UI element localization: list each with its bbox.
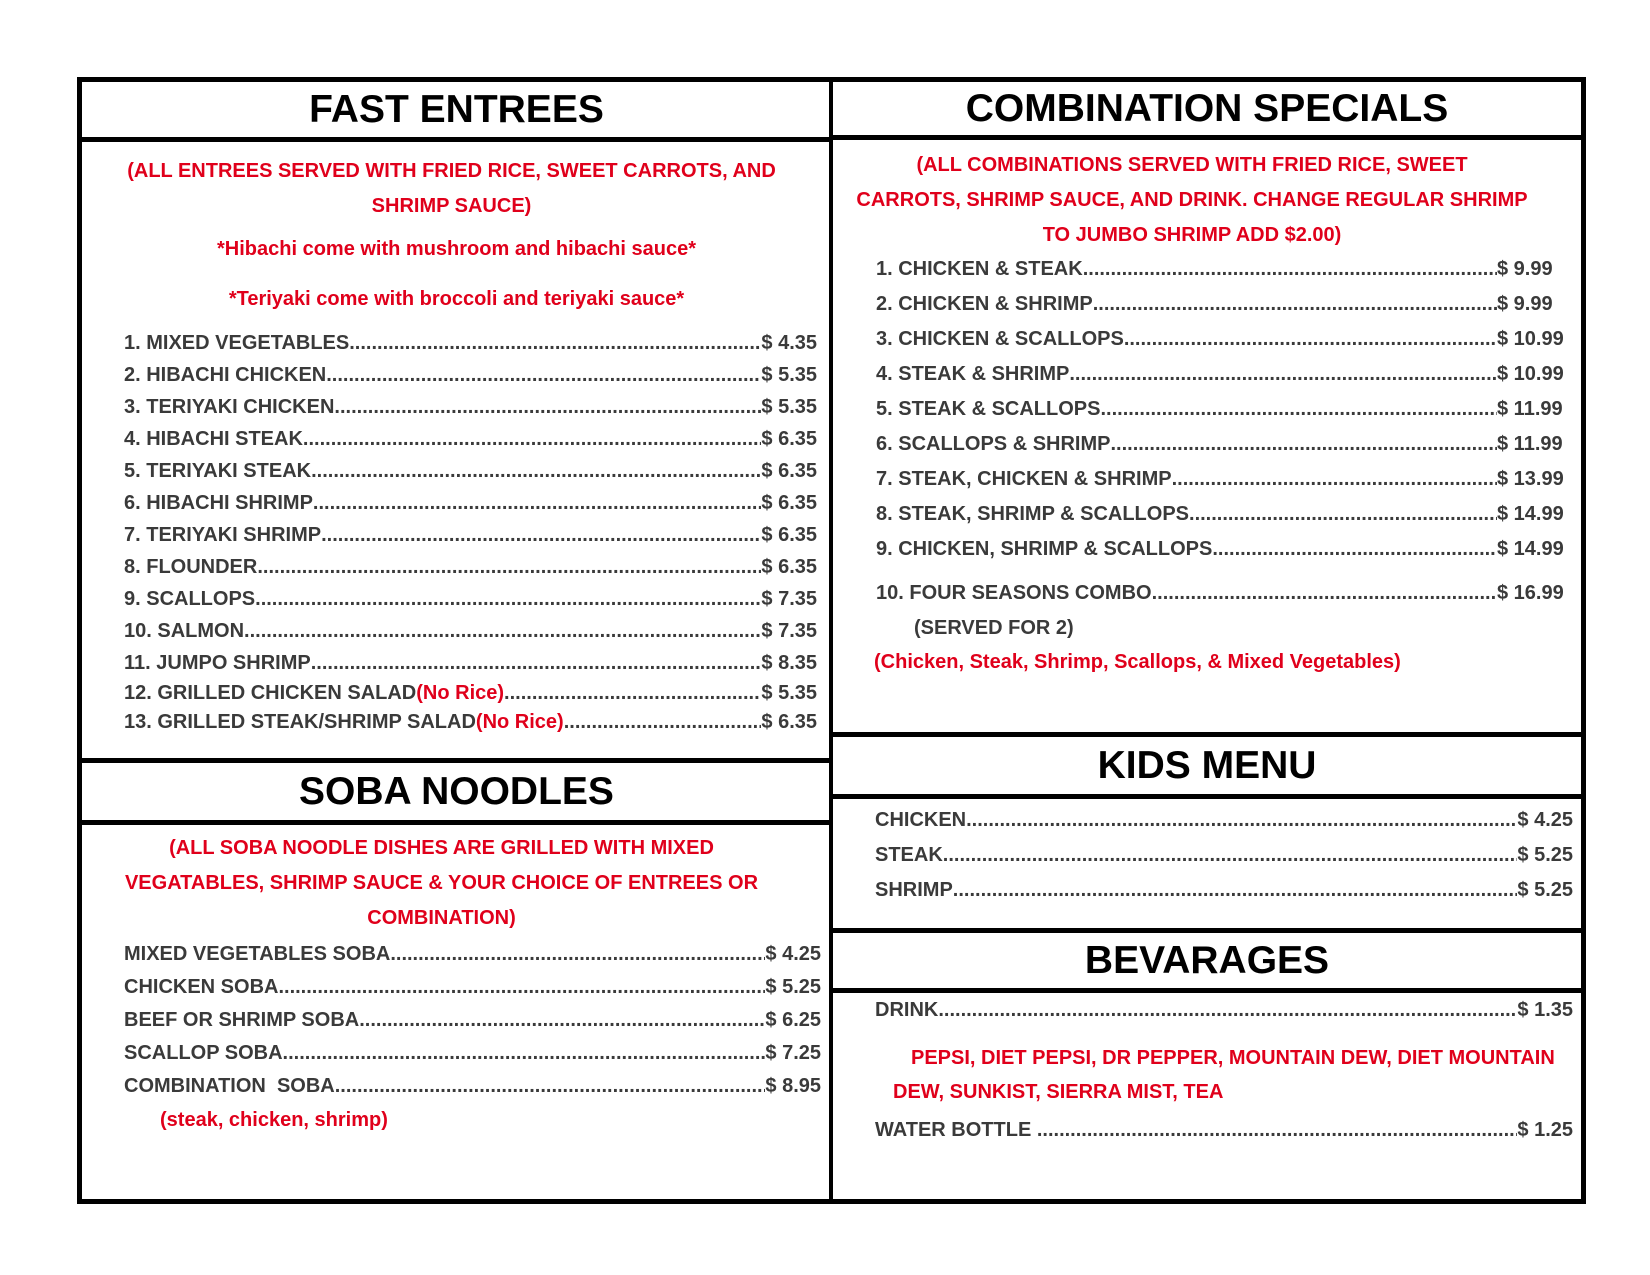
drink-options-1: PEPSI, DIET PEPSI, DR PEPPER, MOUNTAIN DEW, DIET MOUNTAIN — [911, 1047, 1555, 1069]
beverages-title: BEVARAGES — [833, 933, 1581, 993]
fast-entrees-note-4: *Teriyaki come with broccoli and teriyaki sauce* — [228, 288, 685, 310]
combo-note-3: TO JUMBO SHRIMP ADD $2.00) — [1042, 224, 1342, 246]
fast-entrees-title: FAST ENTREES — [82, 82, 831, 142]
menu-item: 4. STEAK & SHRIMP ..... $ 10.99 — [876, 363, 1575, 398]
soba-note-1: (ALL SOBA NOODLE DISHES ARE GRILLED WITH MIXED — [169, 837, 714, 859]
menu-item: 3. TERIYAKI CHICKEN ..... $ 5.35 — [124, 396, 817, 428]
kids-menu-title: KIDS MENU — [833, 737, 1581, 799]
soba-noodles-title: SOBA NOODLES — [82, 763, 831, 825]
menu-item: 6. HIBACHI SHRIMP ..... $ 6.35 — [124, 492, 817, 524]
menu-item: STEAK ..... $ 5.25 — [875, 844, 1573, 879]
beverages-section — [833, 928, 1581, 1199]
menu-item: COMBINATION SOBA ..... $ 8.95 — [124, 1075, 821, 1108]
menu-item: 4. HIBACHI STEAK ..... $ 6.35 — [124, 428, 817, 460]
menu-item: WATER BOTTLE ..... $ 1.25 — [875, 1119, 1573, 1155]
drink-options-2: DEW, SUNKIST, SIERRA MIST, TEA — [893, 1081, 1224, 1103]
menu-item: SCALLOP SOBA ..... $ 7.25 — [124, 1042, 821, 1075]
menu-item: 8. STEAK, SHRIMP & SCALLOPS ..... $ 14.99 — [876, 503, 1575, 538]
kids-menu-section — [833, 732, 1581, 928]
menu-item: CHICKEN ..... $ 4.25 — [875, 809, 1573, 844]
no-rice-note: (No Rice) — [475, 711, 564, 733]
soba-note-3: COMBINATION) — [367, 907, 516, 929]
menu-item: 7. TERIYAKI SHRIMP ..... $ 6.35 — [124, 524, 817, 556]
served-for-two: (SERVED FOR 2) — [914, 617, 1074, 639]
menu-item: 2. CHICKEN & SHRIMP ..... $ 9.99 — [876, 293, 1575, 328]
menu-item: 11. JUMPO SHRIMP ..... $ 8.35 — [124, 652, 817, 682]
menu-item: 1. MIXED VEGETABLES ..... $ 4.35 — [124, 332, 817, 364]
no-rice-note: (No Rice) — [416, 682, 505, 704]
menu-item: 8. FLOUNDER ..... $ 6.35 — [124, 556, 817, 588]
menu-item: CHICKEN SOBA ..... $ 5.25 — [124, 976, 821, 1009]
soba-list — [124, 943, 821, 1132]
menu-item: DRINK ..... $ 1.35 — [875, 999, 1573, 1035]
fast-entrees-section — [82, 82, 831, 758]
menu-item: 10. SALMON ..... $ 7.35 — [124, 620, 817, 652]
combo-note-2: CARROTS, SHRIMP SAUCE, AND DRINK. CHANGE REGULAR SHRIMP — [856, 189, 1528, 211]
menu-item: 5. STEAK & SCALLOPS ..... $ 11.99 — [876, 398, 1575, 433]
menu-item: 13. GRILLED STEAK/SHRIMP SALAD (No Rice) ..... $ 6.35 — [124, 711, 817, 740]
menu-item: 1. CHICKEN & STEAK ..... $ 9.99 — [876, 258, 1575, 293]
menu-item: 9. CHICKEN, SHRIMP & SCALLOPS ..... $ 14.99 — [876, 538, 1575, 582]
menu-item: MIXED VEGETABLES SOBA ..... $ 4.25 — [124, 943, 821, 976]
menu-item: 5. TERIYAKI STEAK ..... $ 6.35 — [124, 460, 817, 492]
left-column — [77, 77, 831, 1204]
combination-soba-note: (steak, chicken, shrimp) — [160, 1109, 388, 1131]
menu-item: 2. HIBACHI CHICKEN ..... $ 5.35 — [124, 364, 817, 396]
menu-item: 7. STEAK, CHICKEN & SHRIMP ..... $ 13.99 — [876, 468, 1575, 503]
kids-menu-list — [875, 809, 1573, 914]
beverages-list — [875, 999, 1573, 1155]
combo-note-1: (ALL COMBINATIONS SERVED WITH FRIED RICE, SWEET — [916, 154, 1468, 176]
soba-note-2: VEGATABLES, SHRIMP SAUCE & YOUR CHOICE OF ENTREES OR — [124, 872, 759, 894]
soba-noodles-section — [82, 758, 831, 1199]
menu-item: BEEF OR SHRIMP SOBA ..... $ 6.25 — [124, 1009, 821, 1042]
fast-entrees-note-2: SHRIMP SAUCE) — [371, 195, 532, 217]
menu-item: 3. CHICKEN & SCALLOPS ..... $ 10.99 — [876, 328, 1575, 363]
right-column — [829, 77, 1586, 1204]
menu-item: SHRIMP ..... $ 5.25 — [875, 879, 1573, 914]
fast-entrees-note-1: (ALL ENTREES SERVED WITH FRIED RICE, SWEET CARROTS, AND — [127, 160, 776, 182]
four-seasons-note: (Chicken, Steak, Shrimp, Scallops, & Mixed Vegetables) — [874, 651, 1401, 673]
menu-item: 12. GRILLED CHICKEN SALAD (No Rice) ..... $ 5.35 — [124, 682, 817, 711]
menu-item: 6. SCALLOPS & SHRIMP ..... $ 11.99 — [876, 433, 1575, 468]
menu-item: 9. SCALLOPS ..... $ 7.35 — [124, 588, 817, 620]
fast-entrees-note-3: *Hibachi come with mushroom and hibachi sauce* — [217, 238, 696, 260]
combination-specials-section — [833, 82, 1581, 732]
combination-list — [876, 258, 1575, 674]
menu-item: 10. FOUR SEASONS COMBO ..... $ 16.99 — [876, 582, 1575, 617]
fast-entrees-list — [124, 332, 817, 740]
combination-specials-title: COMBINATION SPECIALS — [833, 82, 1581, 140]
